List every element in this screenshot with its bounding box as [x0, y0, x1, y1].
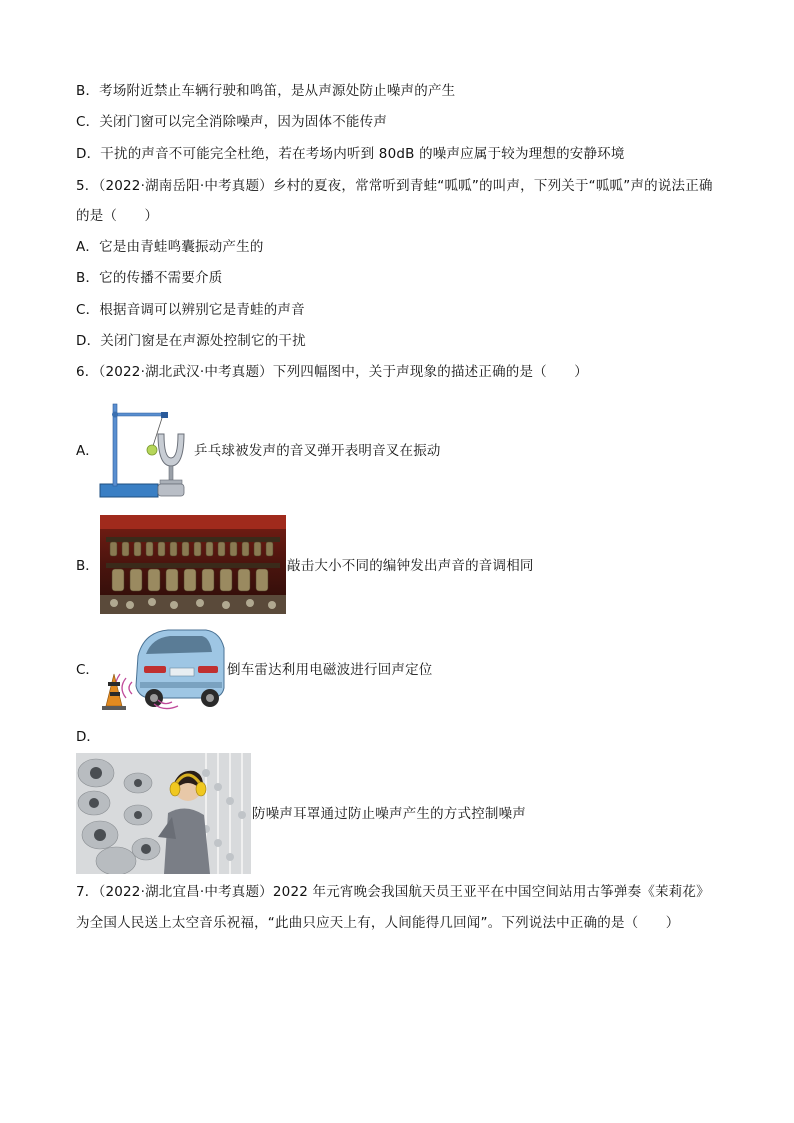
q5-option-b: B．它的传播不需要介质 — [76, 270, 223, 286]
q6-option-c-label: C． — [76, 662, 99, 678]
q5-option-a: A．它是由青蛙鸣囊振动产生的 — [76, 239, 264, 255]
q5-stem-line-1: 5．（2022·湖南岳阳·中考真题）乡村的夏夜，常常听到青蛙“呱呱”的叫声，下列关于“呱呱”声的说法正确 — [76, 178, 713, 194]
car-reversing-radar-figure — [98, 626, 226, 712]
q6-stem: 6．（2022·湖北武汉·中考真题）下列四幅图中，关于声现象的描述正确的是（ ） — [76, 364, 588, 380]
tuning-fork-figure — [98, 396, 194, 502]
q6-option-d-label: D． — [76, 729, 100, 745]
q6-option-a-text: 乒乓球被发声的音叉弹开表明音叉在振动 — [194, 443, 441, 459]
q4-option-c: C．关闭门窗可以完全消除噪声，因为固体不能传声 — [76, 114, 388, 130]
q6-option-a-label: A． — [76, 443, 99, 459]
q6-option-c-text: 倒车雷达利用电磁波进行回声定位 — [227, 662, 433, 678]
earmuff-worker-photo — [76, 753, 251, 874]
q6-option-b-text: 敲击大小不同的编钟发出声音的音调相同 — [287, 558, 534, 574]
q5-option-c: C．根据音调可以辨别它是青蛙的声音 — [76, 302, 305, 318]
q5-stem-line-2: 的是（ ） — [76, 208, 159, 224]
q5-option-d: D．关闭门窗是在声源处控制它的干扰 — [76, 333, 306, 349]
q6-option-d-text: 防噪声耳罩通过防止噪声产生的方式控制噪声 — [252, 806, 526, 822]
q7-stem-line-2: 为全国人民送上太空音乐祝福，“此曲只应天上有，人间能得几回闻”。下列说法中正确的是（ ） — [76, 915, 680, 931]
q7-stem-line-1: 7．（2022·湖北宜昌·中考真题）2022 年元宵晚会我国航天员王亚平在中国空间站用古筝弹奏《茉莉花》 — [76, 884, 710, 900]
q4-option-b: B．考场附近禁止车辆行驶和鸣笛，是从声源处防止噪声的产生 — [76, 83, 456, 99]
q6-option-b-label: B． — [76, 558, 99, 574]
bianzhong-bells-photo — [100, 515, 286, 614]
q4-option-d: D．干扰的声音不可能完全杜绝，若在考场内听到 80dB 的噪声应属于较为理想的安静环境 — [76, 146, 625, 162]
